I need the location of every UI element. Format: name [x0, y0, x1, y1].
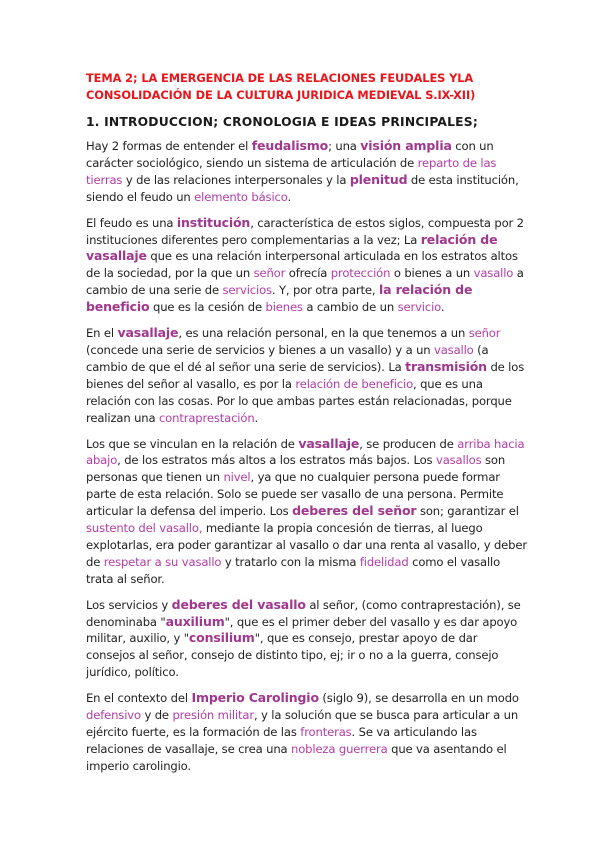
- paragraph-4: [86, 436, 529, 588]
- highlighted-phrase: bienes: [265, 300, 303, 315]
- key-term: feudalismo: [251, 138, 329, 153]
- text-run: .: [254, 410, 259, 425]
- text-run: En el: [86, 326, 118, 341]
- text-run: de los bienes del señor al vasallo, es por la: [86, 359, 525, 391]
- text-run: y de: [140, 708, 173, 723]
- text-run: , y la solución que se busca para articular a un ejército fuerte, es la formación de las: [86, 708, 519, 739]
- highlighted-phrase: vasallo: [434, 342, 474, 357]
- text-run: y de las relaciones interpersonales y la: [122, 172, 350, 187]
- text-run: al señor, (como contraprestación), se denominaba ": [86, 597, 521, 629]
- key-term: auxilium: [165, 613, 225, 629]
- highlighted-phrase: nivel: [223, 470, 251, 485]
- highlighted-phrase: contraprestación: [158, 410, 255, 425]
- text-run: .: [440, 300, 445, 315]
- text-run: a cambio de un: [302, 300, 398, 315]
- text-run: .: [287, 189, 292, 204]
- text-run: y tratarlo con la misma: [221, 554, 360, 569]
- text-run: o bienes a un: [390, 266, 474, 281]
- key-term: consilium: [188, 630, 255, 646]
- text-run: de esta institución, siendo el feudo un: [86, 172, 519, 204]
- paragraph-2: [86, 215, 529, 316]
- highlighted-phrase: elemento básico: [194, 189, 288, 204]
- text-run: que es la cesión de: [149, 300, 266, 315]
- key-term: vasallaje: [117, 325, 179, 341]
- paragraph-3: [86, 325, 529, 426]
- text-run: como el vasallo trata al señor.: [86, 554, 501, 586]
- text-run: ", que es el primer deber del vasallo y es dar apoyo militar, auxilio, y ": [86, 614, 518, 646]
- text-run: Los que se vinculan en la relación de: [86, 436, 299, 451]
- text-run: , característica de estos siglos, compuesta por 2 instituciones diferentes pero complementarias a la vez; La: [86, 215, 524, 247]
- highlighted-phrase: señor: [468, 326, 501, 341]
- text-run: son; garantizar el: [416, 504, 519, 519]
- key-term: visión amplia: [360, 138, 452, 153]
- text-run: (concede una serie de servicios y bienes a un vasallo) y a un: [86, 342, 435, 357]
- highlighted-phrase: señor: [253, 266, 286, 281]
- text-run: ofrecía: [285, 266, 331, 281]
- text-run: con un carácter sociológico, siendo un sistema de articulación de: [86, 139, 494, 170]
- text-run: Hay 2 formas de entender el: [86, 139, 252, 153]
- text-run: Los servicios y: [86, 597, 172, 612]
- paragraph-5: [86, 597, 529, 682]
- text-run: a cambio de una serie de: [86, 266, 524, 298]
- text-run: que va asentando el imperio carolingio.: [86, 741, 507, 773]
- highlighted-phrase: servicio: [397, 300, 441, 315]
- document-title: TEMA 2; LA EMERGENCIA DE LAS RELACIONES FEUDALES YLA CONSOLIDACIÓN DE LA CULTURA JURIDICA MEDIEVAL S.IX-XII): [86, 71, 476, 102]
- text-run: que es una relación interpersonal articulada en los estratos altos de la sociedad, por la que un: [86, 249, 518, 281]
- text-run: (siglo 9), se desarrolla en un modo: [318, 691, 519, 706]
- text-run: , se producen de: [359, 436, 458, 451]
- highlighted-phrase: vasallos: [435, 453, 482, 468]
- text-run: (a cambio de que el dé al señor una serie de servicios). La: [86, 342, 489, 374]
- text-run: ; una: [328, 139, 361, 153]
- text-run: , de los estratos más altos a los estratos más bajos. Los: [117, 453, 436, 468]
- highlighted-phrase: fidelidad: [359, 554, 409, 569]
- text-run: , es una relación personal, en la que tenemos a un: [178, 326, 469, 341]
- text-run: . Y, por otra parte,: [271, 283, 379, 298]
- highlighted-phrase: fronteras: [300, 725, 352, 739]
- highlighted-phrase: vasallo: [473, 266, 514, 281]
- highlighted-phrase: defensivo: [86, 708, 141, 723]
- text-run: , ya que no cualquier persona puede formar parte de esta relación. Solo se puede ser vasallo de una persona. Permite articular la defensa del imperio. Los: [86, 470, 504, 519]
- paragraph-6: [86, 690, 529, 775]
- key-term: vasallaje: [298, 435, 360, 451]
- text-run: ", que es consejo, prestar apoyo de dar consejos al señor, consejo de distinto tipo, ej; ir o no a la guerra, consejo jurídico, político.: [86, 631, 499, 680]
- highlighted-phrase: arriba hacia abajo: [86, 436, 525, 468]
- text-run: El feudo es una: [86, 215, 177, 230]
- key-term: transmisión: [405, 358, 487, 374]
- key-term: Imperio Carolingio: [191, 690, 319, 706]
- highlighted-phrase: presión militar: [172, 708, 254, 723]
- highlighted-phrase: sustento del vasallo,: [86, 521, 203, 536]
- highlighted-phrase: nobleza guerrera: [291, 741, 388, 756]
- highlighted-phrase: protección: [330, 266, 391, 281]
- key-term: plenitud: [349, 171, 408, 187]
- key-term: deberes del señor: [292, 503, 417, 519]
- key-term: la relación de beneficio: [86, 282, 473, 315]
- highlighted-phrase: relación de beneficio: [295, 376, 414, 391]
- text-run: , que es una relación con las cosas. Por lo que ambas partes están relacionadas, porque realizan una: [86, 376, 512, 425]
- text-run: son personas que tienen un: [86, 453, 506, 485]
- key-term: deberes del vasallo: [171, 596, 306, 612]
- highlighted-phrase: respetar a su vasallo: [103, 554, 222, 569]
- text-run: . Se va articulando las relaciones de vasallaje, se crea una: [86, 725, 477, 756]
- key-term: relación de vasallaje: [86, 231, 498, 264]
- text-run: mediante la propia concesión de tierras, al luego explotarlas, era poder garantizar al vasallo o dar una renta al vasallo, y deber de: [86, 521, 527, 569]
- highlighted-phrase: reparto de las tierras: [86, 155, 497, 187]
- key-term: institución: [176, 214, 251, 230]
- text-run: En el contexto del: [86, 691, 192, 706]
- highlighted-phrase: servicios: [222, 283, 272, 298]
- paragraph-1: [86, 138, 529, 206]
- section-heading: 1. INTRODUCCION; CRONOLOGIA E IDEAS PRINCIPALES;: [86, 115, 478, 129]
